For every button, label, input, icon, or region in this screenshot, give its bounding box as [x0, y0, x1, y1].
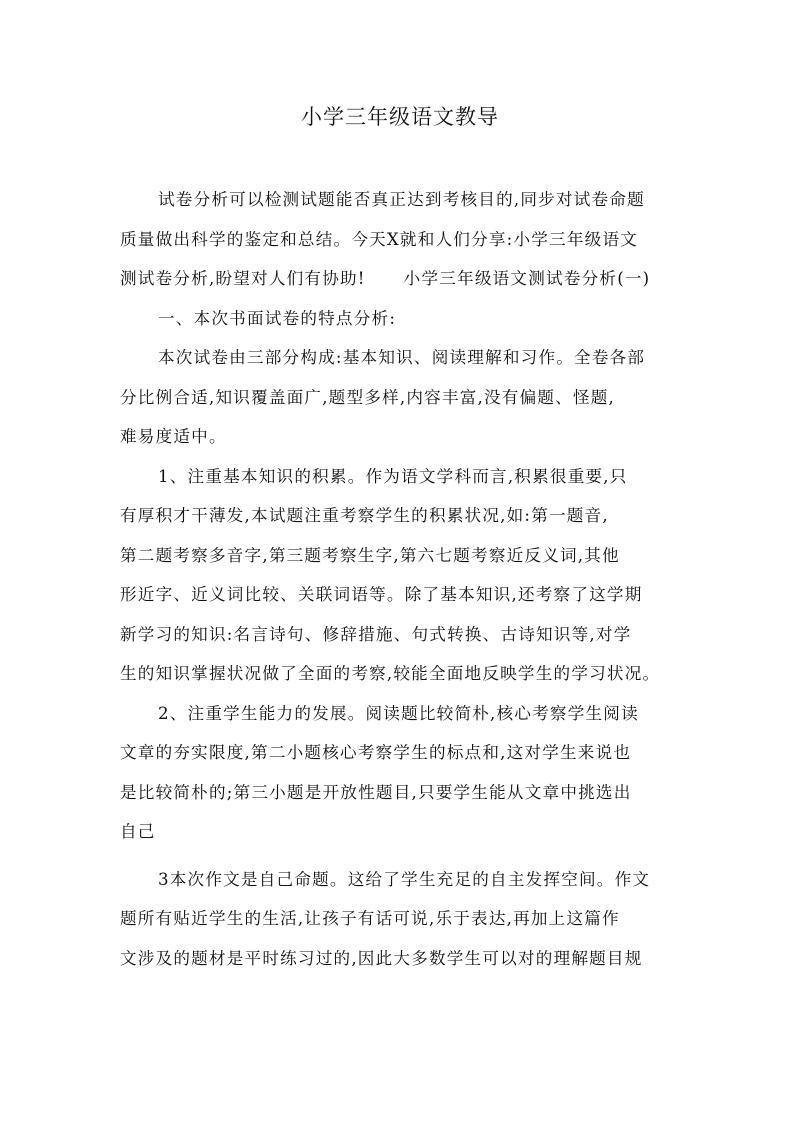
document-body — [120, 180, 692, 978]
paragraph-line: 试卷分析可以检测试题能否真正达到考核目的,同步对试卷命题 — [158, 190, 645, 209]
paragraph-line: 本次试卷由三部分构成:基本知识、阅读理解和习作。全卷各部 — [158, 348, 646, 367]
paragraph-line: 是比较简朴的;第三小题是开放性题目,只要学生能从文章中挑选出 — [120, 782, 632, 802]
paragraph-line: 题所有贴近学生的生活,让孩子有话可说,乐于表达,再加上这篇作 — [120, 909, 620, 928]
paragraph-line: 文章的夯实限度,第二小题核心考察学生的标点和,这对学生来说也 — [120, 743, 632, 762]
paragraph-line: 质量做出科学的鉴定和总结。今天X就和人们分享:小学三年级语文 — [120, 229, 639, 249]
paragraph-line: 形近字、近义词比较、关联词语等。除了基本知识,还考察了这学期 — [120, 585, 643, 604]
paragraph-line: 生的知识掌握状况做了全面的考察,较能全面地反映学生的学习状况。 — [120, 664, 661, 683]
paragraph-line: 自己 — [120, 822, 156, 841]
paragraph-line: 第二题考察多音字,第三题考察生字,第六七题考察近反义词,其他 — [120, 545, 620, 565]
paragraph-line-text: 测试卷分析,盼望对人们有协助! — [120, 269, 366, 288]
paragraph-line: 2、注重学生能力的发展。阅读题比较简朴,核心考察学生阅读 — [158, 703, 639, 723]
paragraph-gap — [120, 852, 692, 860]
paragraph-line: 新学习的知识:名言诗句、修辞措施、句式转换、古诗知识等,对学 — [120, 624, 632, 644]
paragraph-line: 文涉及的题材是平时练习过的,因此大多数学生可以对的理解题目规 — [120, 948, 643, 968]
paragraph-line: 1、注重基本知识的积累。作为语文学科而言,积累很重要,只 — [158, 466, 628, 486]
paragraph-line: 难易度适中。 — [120, 427, 227, 446]
paragraph-line: 有厚积才干薄发,本试题注重考察学生的积累状况,如:第一题音, — [120, 506, 609, 525]
paragraph-line: 分比例合适,知识覆盖面广,题型多样,内容丰富,没有偏题、怪题, — [120, 387, 616, 407]
paragraph-line — [120, 259, 692, 299]
section-heading: 小学三年级语文测试卷分析(一) — [403, 269, 651, 288]
document-title: 小学三年级语文教导 — [301, 105, 499, 129]
paragraph-line: 3本次作文是自己命题。这给了学生充足的自主发挥空间。作文 — [158, 869, 651, 889]
section-subheading: 一、本次书面试卷的特点分析: — [158, 308, 397, 328]
